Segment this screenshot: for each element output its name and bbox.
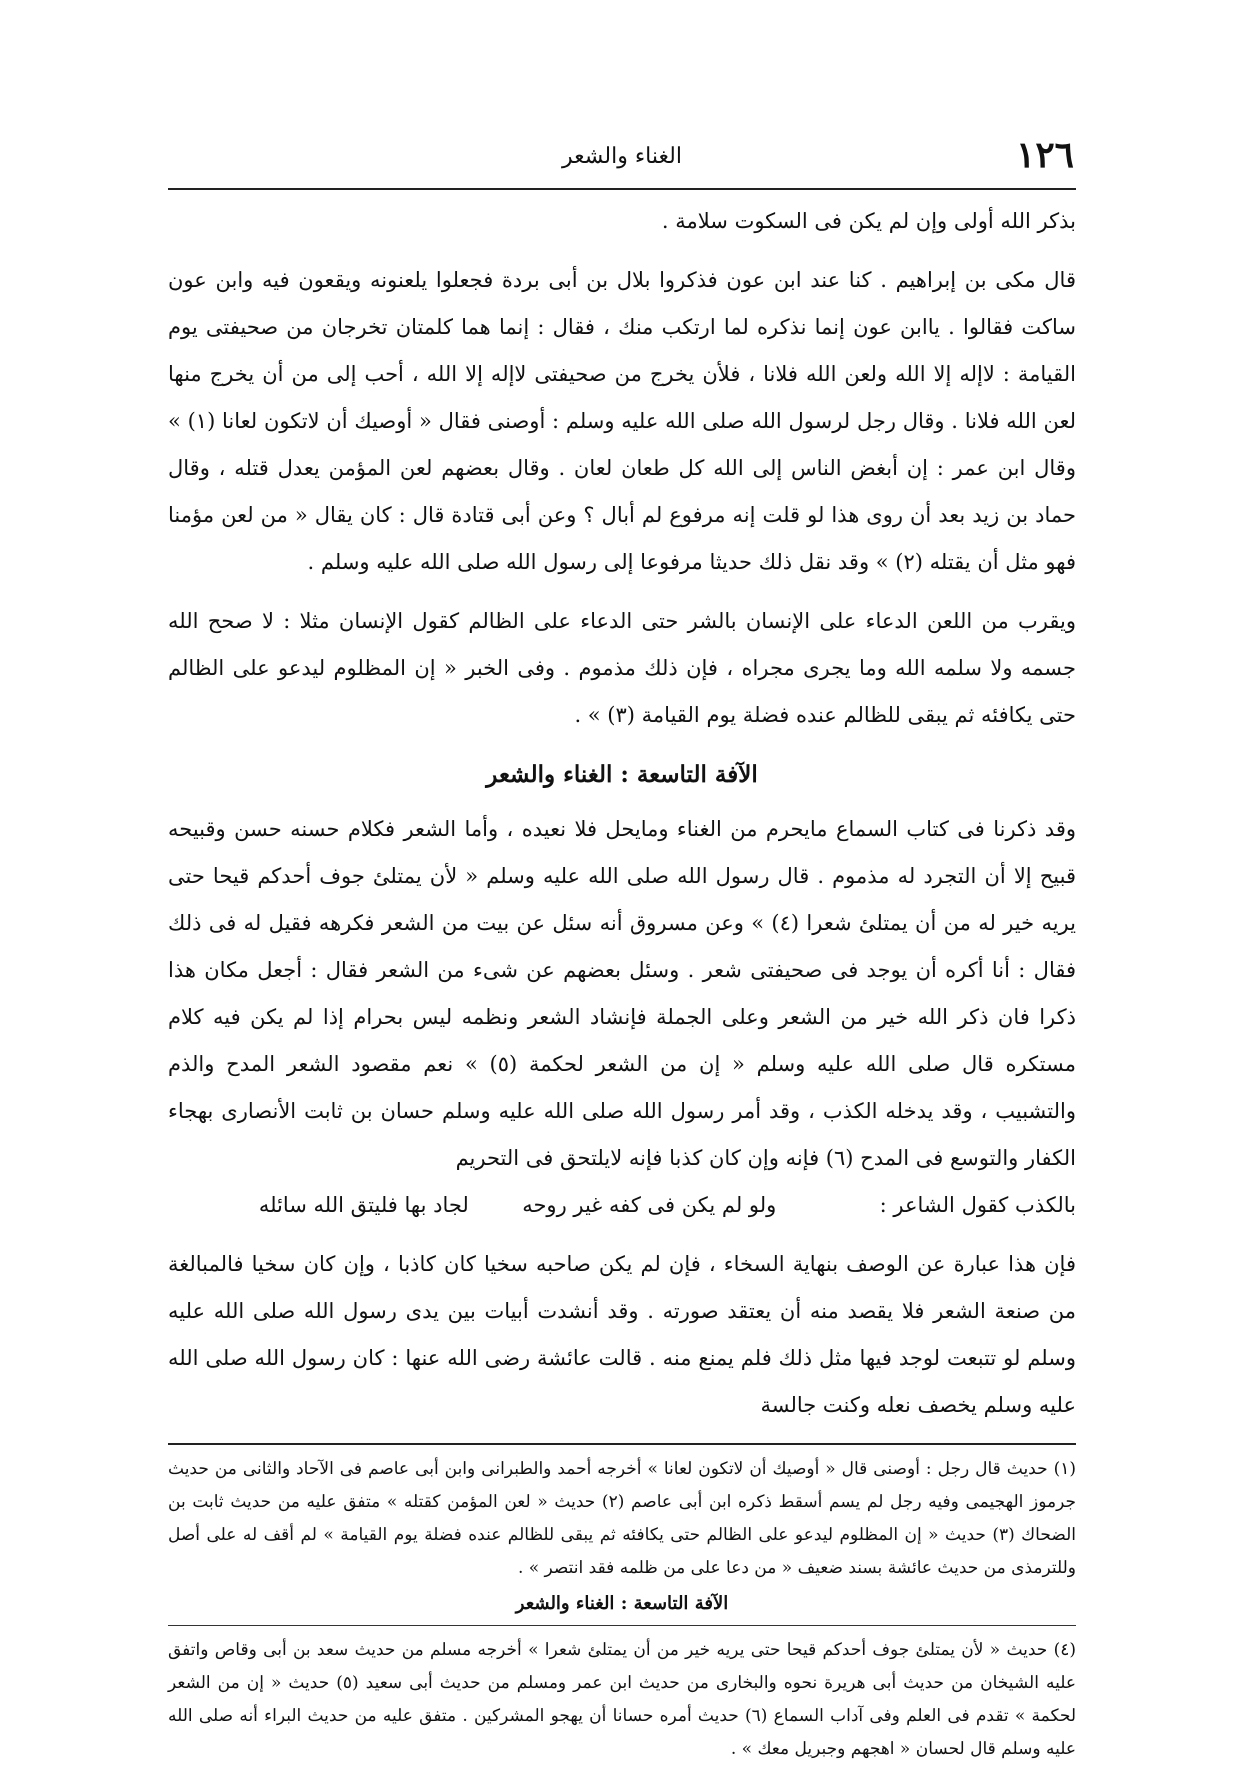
footnote-rule bbox=[168, 1443, 1076, 1445]
page-header bbox=[168, 134, 1076, 182]
footnote: (١) حديث قال رجل : أوصنى قال « أوصيك أن لاتكون لعانا » أخرجه أحمد والطبرانى وابن أبى عاصم فى الآحاد والثانى من حديث جرموز الهجيمى وفيه رجل لم يسم أسقط ذكره ابن أبى عاصم (٢) حديث « لعن المؤمن كقتله » متفق عليه من حديث ثابت بن الضحاك (٣) حديث « إن المظلوم ليدعو على الظالم حتى يكافئه ثم يبقى للظالم عنده فضلة يوم القيامة » لم أقف له على أصل وللترمذى من حديث عائشة بسند ضعيف « من دعا على من ظلمه فقد انتصر » . bbox=[168, 1459, 1076, 1578]
paragraph: قال مكى بن إبراهيم . كنا عند ابن عون فذكروا بلال بن أبى بردة فجعلوا يلعنونه ويقعون فيه وابن عون ساكت فقالوا . ياابن عون إنما نذكره لما ارتكب منك ، فقال : إنما هما كلمتان تخرجان من صحيفتى يوم القيامة : لاإله إلا الله ولعن الله فلانا ، فلأن يخرج من صحيفتى لاإله إلا الله ، أحب إلى من أن يخرج منها لعن الله فلانا . وقال رجل لرسول الله صلى الله عليه وسلم : أوصنى فقال « أوصيك أن لاتكون لعانا (١) » وقال ابن عمر : إن أبغض الناس إلى الله كل طعان لعان . وقال بعضهم لعن المؤمن يعدل قتله ، وقال حماد بن زيد بعد أن روى هذا لو قلت إنه مرفوع لم أبال ؟ وعن أبى قتادة قال : كان يقال « من لعن مؤمنا فهو مثل أن يقتله (٢) » وقد نقل ذلك حديثا مرفوعا إلى رسول الله صلى الله عليه وسلم . bbox=[168, 268, 1076, 574]
verse-intro: بالكذب كقول الشاعر : bbox=[879, 1193, 1076, 1217]
verse-hemistich-second: لجاد بها فليتق الله سائله bbox=[258, 1193, 469, 1217]
footnotes bbox=[168, 1453, 1076, 1766]
footnote: (٤) حديث « لأن يمتلئ جوف أحدكم قيحا حتى يريه خير من أن يمتلئ شعرا » أخرجه مسلم من حديث سعد بن أبى وقاص واتفق عليه الشيخان من حديث أبى هريرة نحوه والبخارى من حديث ابن عمر ومسلم من حديث أبى سعيد (٥) حديث « إن من الشعر لحكمة » تقدم فى العلم وفى آداب السماع (٦) حديث أمره حسانا أن يهجو المشركين . متفق عليه من حديث البراء أنه صلى الله عليه وسلم قال لحسان « اهجهم وجبريل معك » . bbox=[168, 1640, 1076, 1759]
paragraph: بذكر الله أولى وإن لم يكن فى السكوت سلامة . bbox=[661, 209, 1076, 233]
footnote-divider bbox=[168, 1625, 1076, 1626]
header-rule bbox=[168, 188, 1076, 190]
main-text bbox=[168, 198, 1076, 1429]
paragraph: وقد ذكرنا فى كتاب السماع مايحرم من الغناء ومايحل فلا نعيده ، وأما الشعر فكلام حسنه حسن وقبيحه قبيح إلا أن التجرد له مذموم . قال رسول الله صلى الله عليه وسلم « لأن يمتلئ جوف أحدكم قيحا حتى يريه خير له من أن يمتلئ شعرا (٤) » وعن مسروق أنه سئل عن بيت من الشعر فكرهه فقيل له فى ذلك فقال : أنا أكره أن يوجد فى صحيفتى شعر . وسئل بعضهم عن شىء من الشعر فقال : أجعل مكان هذا ذكرا فان ذكر الله خير من الشعر وعلى الجملة فإنشاد الشعر ونظمه ليس بحرام إذا لم يكن فيه كلام مستكره قال صلى الله عليه وسلم « إن من الشعر لحكمة (٥) » نعم مقصود الشعر المدح والذم والتشبيب ، وقد يدخله الكذب ، وقد أمر رسول الله صلى الله عليه وسلم حسان بن ثابت الأنصارى بهجاء الكفار والتوسع فى المدح (٦) فإنه وإن كان كذبا فإنه لايلتحق فى التحريم bbox=[168, 817, 1076, 1170]
page-number: ١٢٦ bbox=[1015, 134, 1074, 176]
running-title: الغناء والشعر bbox=[562, 144, 682, 169]
poetry-verse bbox=[168, 1182, 1076, 1229]
footnote-heading: الآفة التاسعة : الغناء والشعر bbox=[515, 1593, 729, 1614]
paragraph: فإن هذا عبارة عن الوصف بنهاية السخاء ، فإن لم يكن صاحبه سخيا كان كاذبا ، وإن كان سخيا فالمبالغة من صنعة الشعر فلا يقصد منه أن يعتقد صورته . وقد أنشدت أبيات بين يدى رسول الله صلى الله عليه وسلم لو تتبعت لوجد فيها مثل ذلك فلم يمنع منه . قالت عائشة رضى الله عنها : كان رسول الله صلى الله عليه وسلم يخصف نعله وكنت جالسة bbox=[168, 1252, 1076, 1417]
verse-hemistich-first: ولو لم يكن فى كفه غير روحه bbox=[522, 1193, 777, 1217]
book-page bbox=[168, 134, 1076, 1766]
paragraph: ويقرب من اللعن الدعاء على الإنسان بالشر حتى الدعاء على الظالم كقول الإنسان مثلا : لا صحح الله جسمه ولا سلمه الله وما يجرى مجراه ، فإن ذلك مذموم . وفى الخبر « إن المظلوم ليدعو على الظالم حتى يكافئه ثم يبقى للظالم عنده فضلة يوم القيامة (٣) » . bbox=[168, 609, 1076, 727]
section-heading: الآفة التاسعة : الغناء والشعر bbox=[486, 761, 758, 788]
